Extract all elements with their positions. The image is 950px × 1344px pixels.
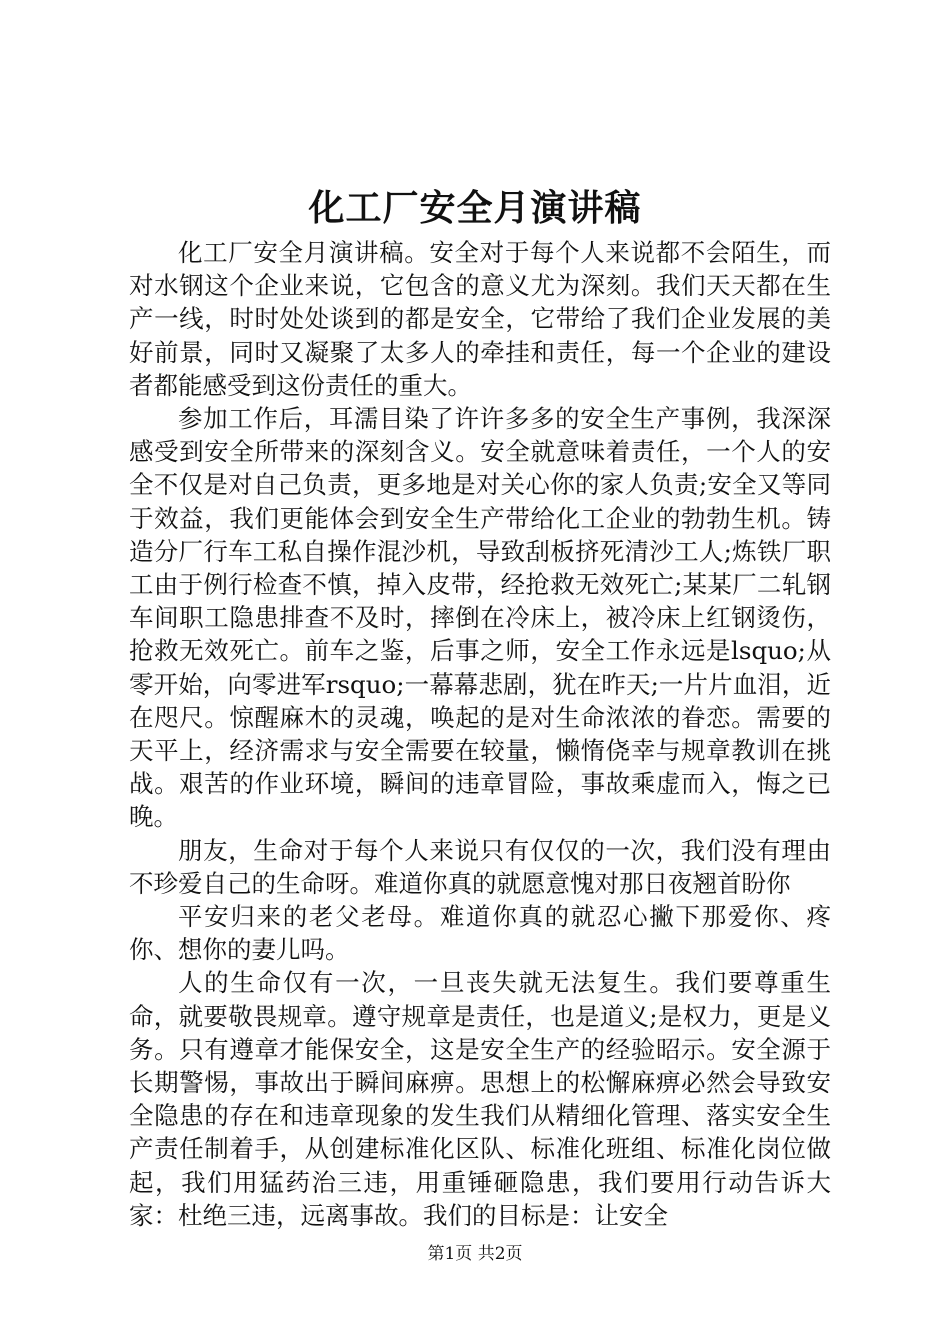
paragraph-5: 人的生命仅有一次，一旦丧失就无法复生。我们要尊重生命，就要敬畏规章。遵守规章是责任，也是道义;是权力，更是义务。只有遵章才能保安全，这是安全生产的经验昭示。安全源于长期警惕，事故出于瞬间麻痹。思想上的松懈麻痹必然会导致安全隐患的存在和违章现象的发生我们从精细化管理、落实安全生产责任制着手，从创建标准化区队、标准化班组、标准化岗位做起，我们用猛药治三违，用重锤砸隐患，我们要用行动告诉大家：杜绝三违，远离事故。我们的目标是：让安全	[129, 968, 831, 1230]
document-title: 化工厂安全月演讲稿	[308, 187, 642, 229]
paragraph-3: 朋友，生命对于每个人来说只有仅仅的一次，我们没有理由不珍爱自己的生命呀。难道你真的就愿意愧对那日夜翘首盼你	[129, 835, 831, 898]
paragraph-4: 平安归来的老父老母。难道你真的就忍心撇下那爱你、疼你、想你的妻儿吗。	[129, 902, 831, 965]
document-body	[129, 236, 831, 1232]
page-footer: 第1页 共2页	[427, 1244, 523, 1264]
paragraph-2: 参加工作后，耳濡目染了许许多多的安全生产事例，我深深感受到安全所带来的深刻含义。安全就意味着责任，一个人的安全不仅是对自己负责，更多地是对关心你的家人负责;安全又等同于效益，我们更能体会到安全生产带给化工企业的勃勃生机。铸造分厂行车工私自操作混沙机，导致刮板挤死清沙工人;炼铁厂职工由于例行检查不慎，掉入皮带，经抢救无效死亡;某某厂二轧钢车间职工隐患排查不及时，摔倒在冷床上，被冷床上红钢烫伤，抢救无效死亡。前车之鉴，后事之师，安全工作永远是lsquo;从零开始，向零进军rsquo;一幕幕悲剧，犹在昨天;一片片血泪，近在咫尺。惊醒麻木的灵魂，唤起的是对生命浓浓的眷恋。需要的天平上，经济需求与安全需要在较量，懒惰侥幸与规章教训在挑战。艰苦的作业环境，瞬间的违章冒险，事故乘虚而入，悔之已晚。	[129, 404, 831, 832]
paragraph-1: 化工厂安全月演讲稿。安全对于每个人来说都不会陌生，而对水钢这个企业来说，它包含的意义尤为深刻。我们天天都在生产一线，时时处处谈到的都是安全，它带给了我们企业发展的美好前景，同时又凝聚了太多人的牵挂和责任，每一个企业的建设者都能感受到这份责任的重大。	[129, 238, 831, 400]
